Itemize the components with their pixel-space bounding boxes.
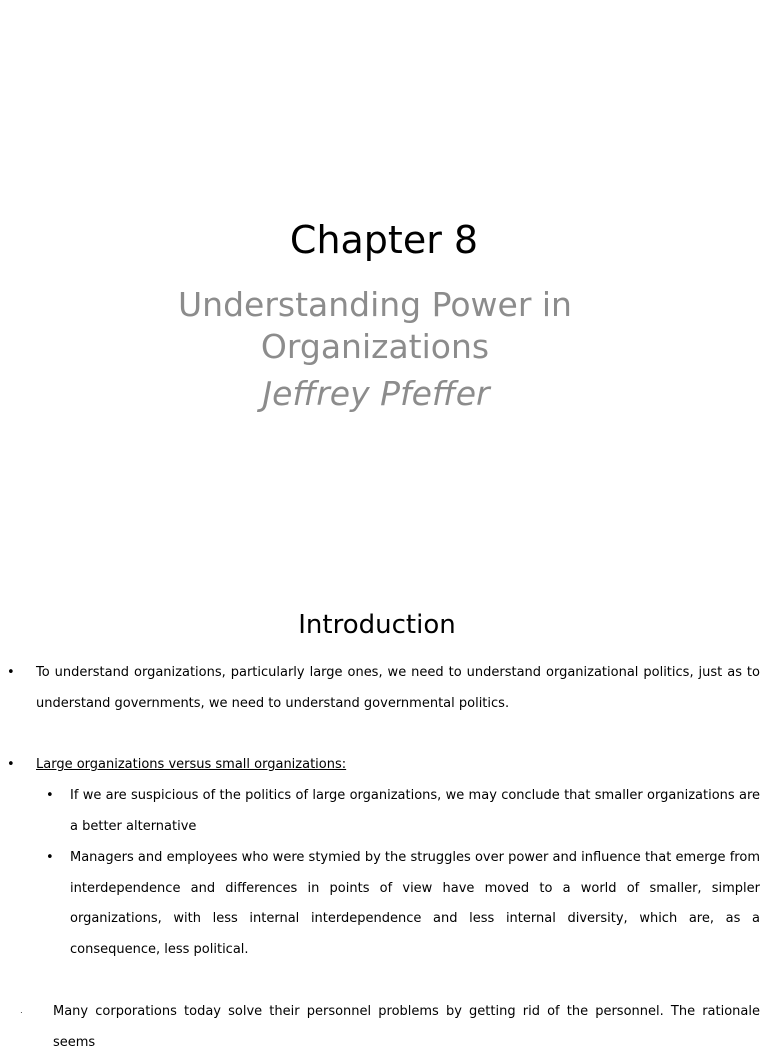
bullet-point-2: •: [7, 757, 15, 772]
intro-subheading-large-vs-small: Large organizations versus small organizations:: [36, 757, 347, 772]
intro-paragraph-1: To understand organizations, particularly large ones, we need to understand organizational politics, just as to understand governments, we need to understand governmental politics.: [36, 665, 760, 711]
bullet-point-3: ·: [20, 1008, 23, 1017]
chapter-title: Chapter 8: [289, 218, 479, 262]
intro-subpoint-1: If we are suspicious of the politics of large organizations, we may conclude that smaller organizations are a better alternative: [70, 788, 760, 834]
sub-bullet-2: •: [46, 850, 54, 865]
introduction-heading: Introduction: [298, 610, 456, 640]
bullet-point-1: •: [7, 665, 15, 680]
sub-bullet-1: •: [46, 788, 54, 803]
intro-subpoint-2: Managers and employees who were stymied by the struggles over power and influence that emerge from interdependence and differences in points of view have moved to a world of smaller, simpler organizations, with less internal interdependence and less internal diversity, which are, as a consequence, less political.: [70, 850, 760, 957]
chapter-subtitle: Understanding Power in Organizations: [178, 285, 572, 366]
intro-paragraph-3: Many corporations today solve their personnel problems by getting rid of the personnel. The rationale seems: [53, 1004, 760, 1050]
author-name: Jeffrey Pfeffer: [262, 374, 490, 413]
